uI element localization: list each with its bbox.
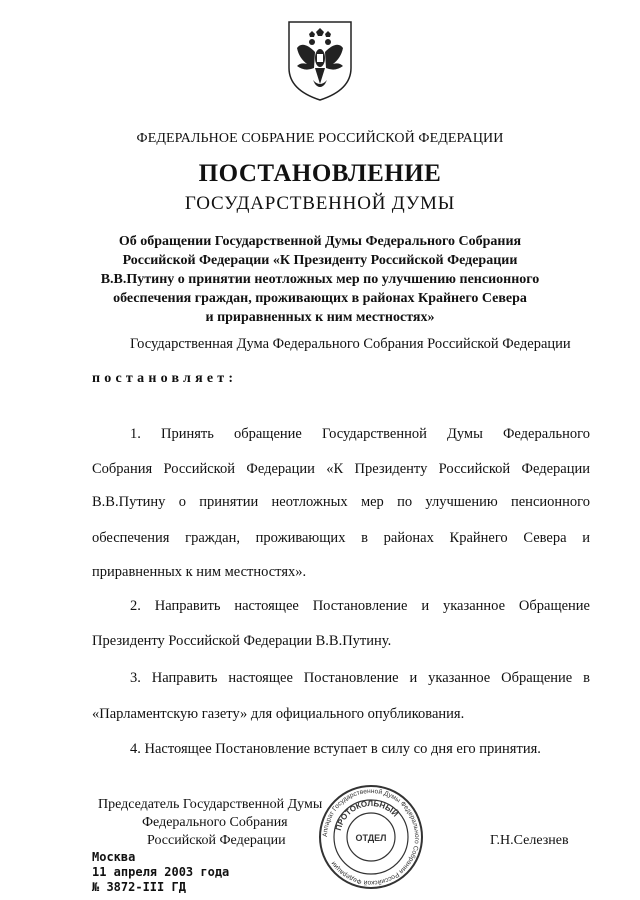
footer-number: № 3872-III ГД xyxy=(92,880,186,894)
subject-line: обеспечения граждан, проживающих в районах Крайнего Севера xyxy=(113,291,527,306)
resolves-label: постановляет: xyxy=(92,371,238,386)
stamp-inner-text: ОТДЕЛ xyxy=(355,833,387,843)
document-title: ПОСТАНОВЛЕНИЕ xyxy=(198,160,442,187)
document-subtitle: ГОСУДАРСТВЕННОЙ ДУМЫ xyxy=(184,193,456,214)
footer-date: 11 апреля 2003 года xyxy=(92,865,230,879)
subject-line: Российской Федерации «К Президенту Российской Федерации xyxy=(122,253,518,268)
signatory-position: Российской Федерации xyxy=(147,833,286,848)
item-3-line: «Парламентскую газету» для официального опубликования. xyxy=(92,706,465,722)
signatory-position: Федерального Собрания xyxy=(142,815,288,830)
official-seal-stamp xyxy=(318,784,424,890)
stamp-middle-text: ПРОТОКОЛЬНЫЙ xyxy=(333,798,400,832)
item-2-line: Президенту Российской Федерации В.В.Путину. xyxy=(92,633,392,649)
russian-coat-of-arms-icon xyxy=(285,18,355,102)
subject-line: В.В.Путину о принятии неотложных мер по улучшению пенсионного xyxy=(100,272,540,287)
item-1-line: В.В.Путину о принятии неотложных мер по улучшению пенсионного xyxy=(92,494,590,510)
signatory-name: Г.Н.Селезнев xyxy=(490,833,569,848)
signatory-position: Председатель Государственной Думы xyxy=(98,797,323,812)
item-2-line: 2. Направить настоящее Постановление и указанное Обращение xyxy=(130,598,590,614)
item-1-line: обеспечения граждан, проживающих в районах Крайнего Севера и xyxy=(92,530,590,546)
document-subject xyxy=(0,232,640,327)
footer-city: Москва xyxy=(92,850,136,864)
item-1-line: приравненных к ним местностях». xyxy=(92,564,307,580)
stamp-outer-text: Аппарат Государственной Думы Федерального Собрания Российской Федерации xyxy=(321,787,421,887)
preamble: Государственная Дума Федерального Собрания Российской Федерации xyxy=(130,336,571,352)
subject-line: Об обращении Государственной Думы Федерального Собрания xyxy=(118,234,522,249)
item-4-line: 4. Настоящее Постановление вступает в силу со дня его принятия. xyxy=(130,741,541,757)
organization-heading: ФЕДЕРАЛЬНОЕ СОБРАНИЕ РОССИЙСКОЙ ФЕДЕРАЦИИ xyxy=(136,131,504,146)
item-1-line: Собрания Российской Федерации «К Президенту Российской Федерации xyxy=(92,461,590,477)
item-3-line: 3. Направить настоящее Постановление и указанное Обращение в xyxy=(130,670,590,686)
subject-line: и приравненных к ним местностях» xyxy=(205,310,435,325)
item-1-line: 1. Принять обращение Государственной Думы Федерального xyxy=(130,426,590,442)
